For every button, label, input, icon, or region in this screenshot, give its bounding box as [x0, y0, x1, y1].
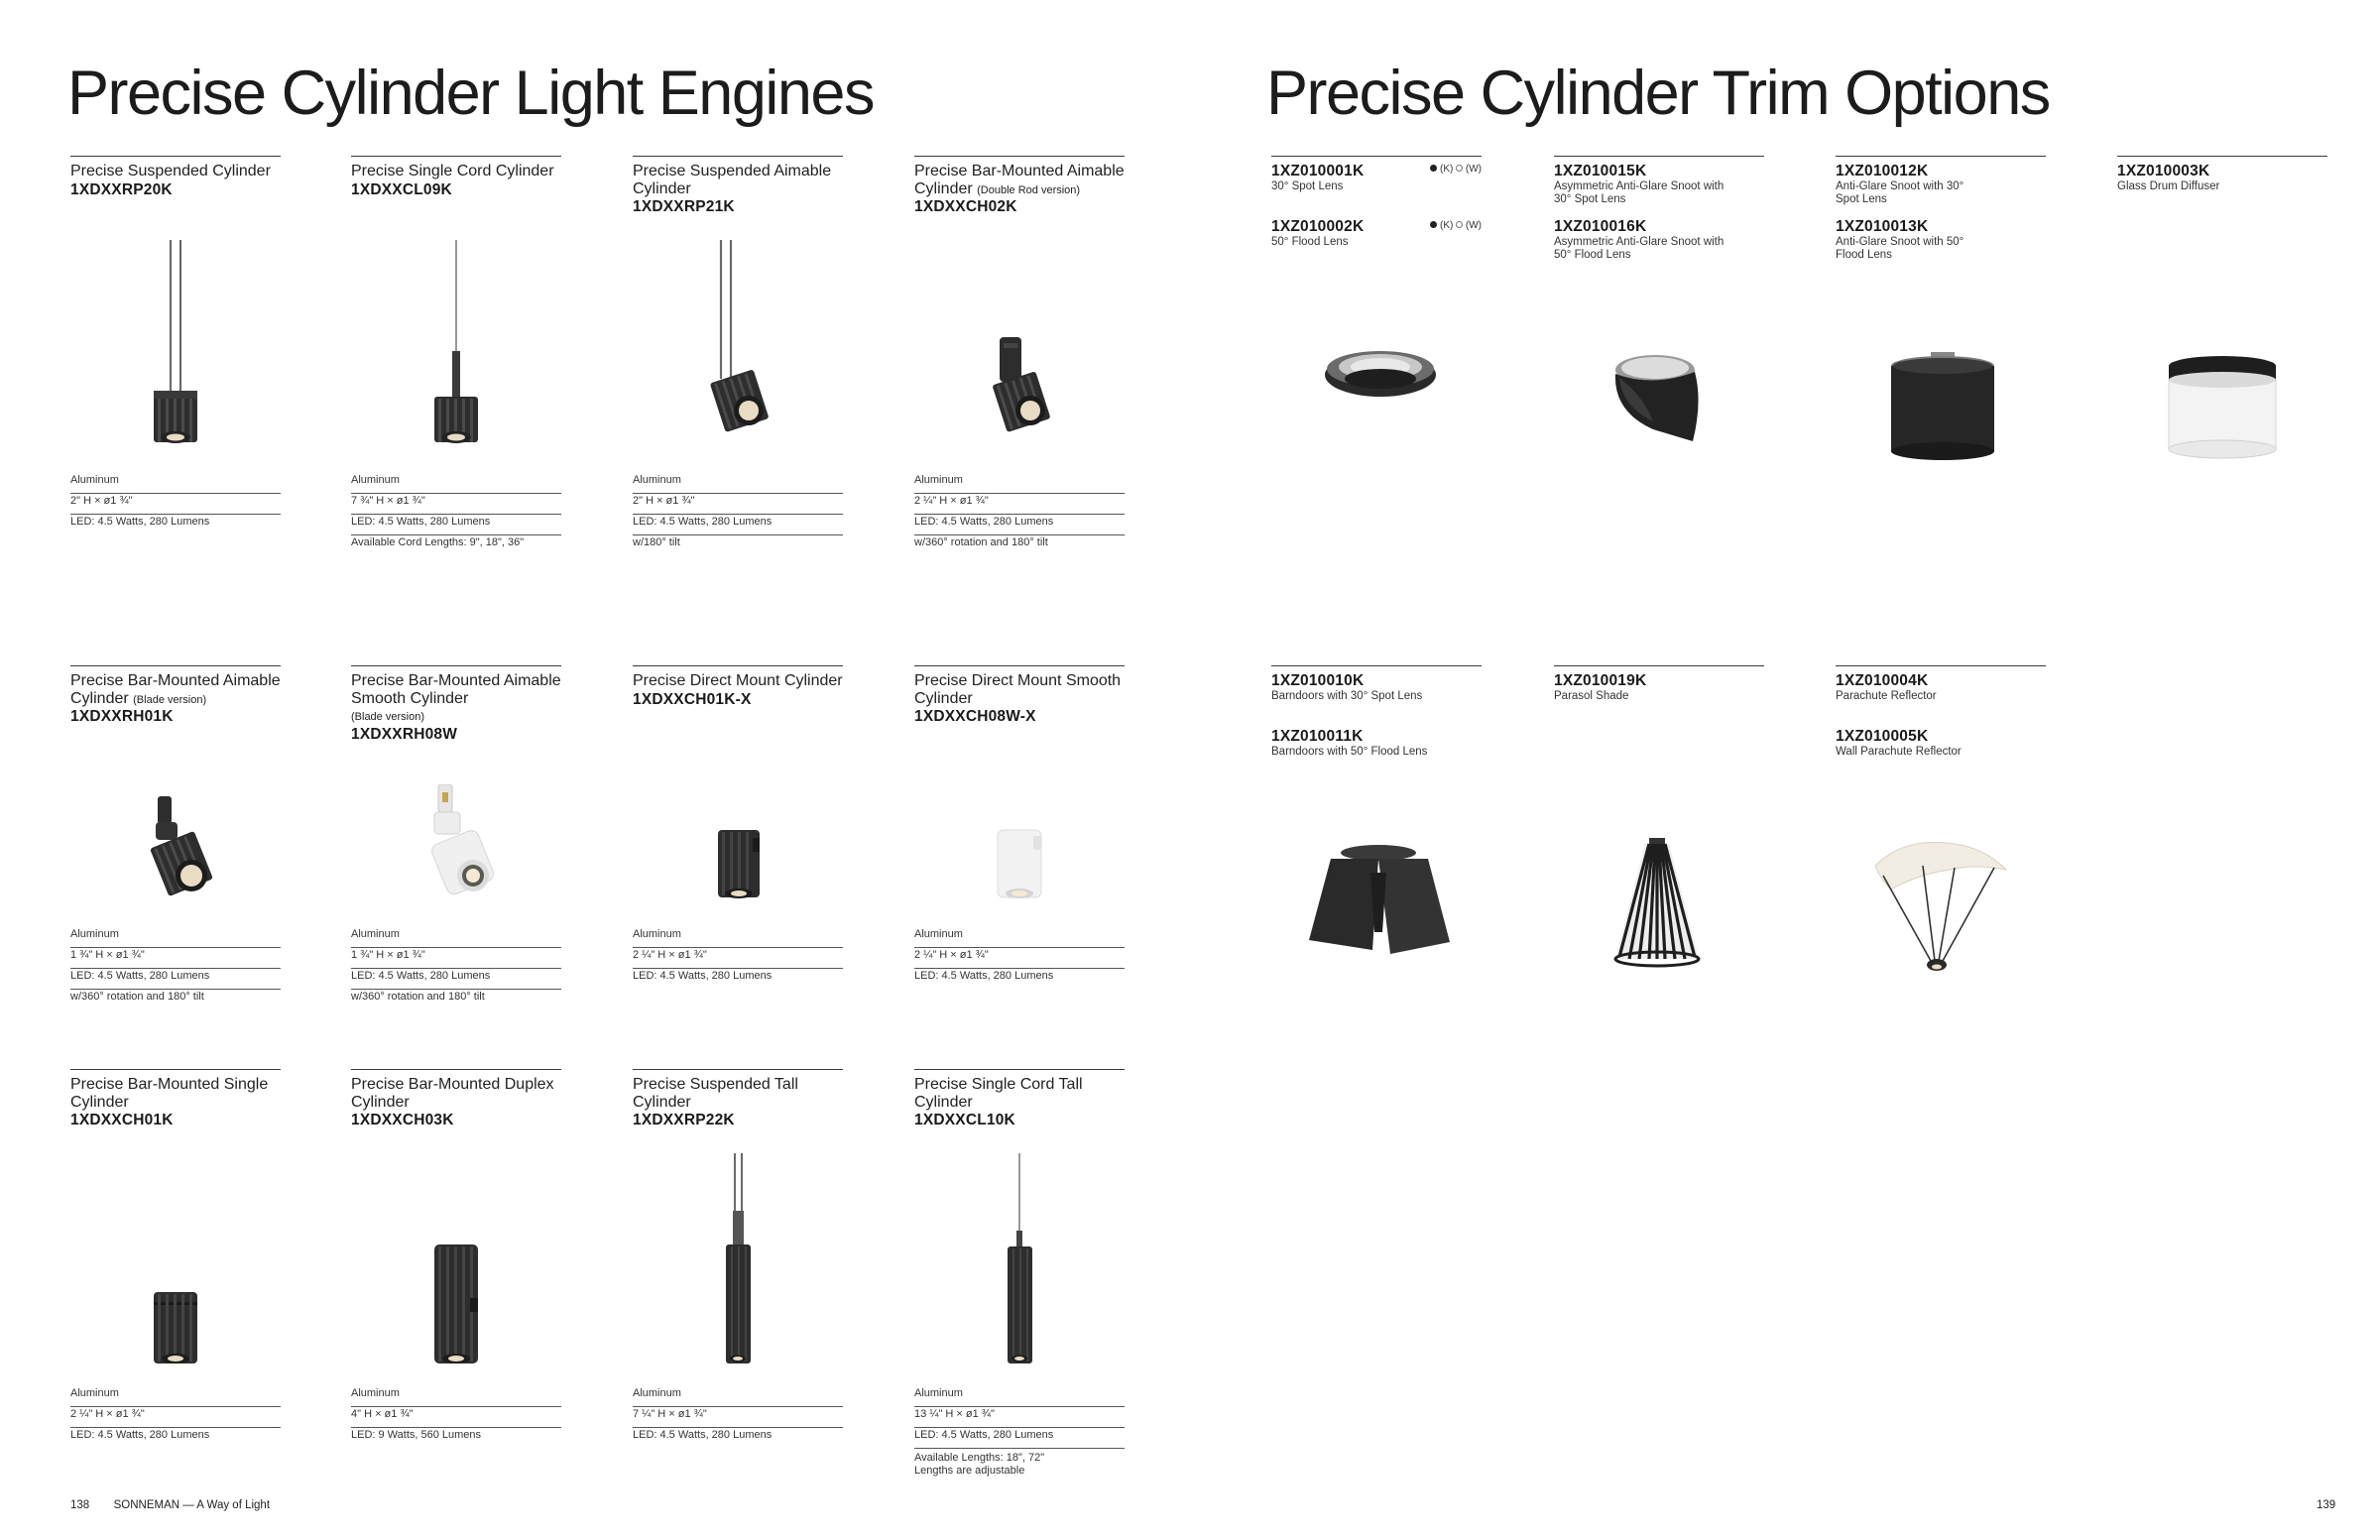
- spec-size: 1 ¾" H × ø1 ¾": [351, 949, 425, 961]
- spec-material: Aluminum: [633, 474, 681, 486]
- bar-mounted-duplex-cylinder-icon: [351, 1153, 561, 1371]
- spec-size: 13 ¼" H × ø1 ¾": [914, 1408, 995, 1420]
- product-specs: [633, 473, 843, 555]
- product-name: Precise Single Cord Tall Cylinder: [914, 1076, 1083, 1111]
- trim-card: [1271, 665, 1482, 759]
- trim-sku: 1XZ010003K: [2117, 163, 2210, 179]
- trim-card: [1554, 156, 1764, 262]
- product-variant: (Blade version): [133, 693, 207, 706]
- trim-description: Barndoors with 30° Spot Lens: [1271, 690, 1423, 702]
- product-name: Precise Bar-Mounted Single Cylinder: [70, 1076, 269, 1111]
- spec-material: Aluminum: [70, 928, 119, 940]
- spot-lens-trim-icon: [1271, 317, 1482, 426]
- trim-sku: 1XZ010012K: [1836, 163, 1929, 179]
- spec-material: Aluminum: [70, 1387, 119, 1399]
- product-card: [351, 156, 561, 548]
- product-name: Precise Direct Mount Smooth Cylinder: [914, 672, 1122, 707]
- product-sku: 1XDXXRH01K: [70, 708, 174, 725]
- trim-description: 30° Spot Lens: [1271, 180, 1344, 192]
- product-sku: 1XDXXCL09K: [351, 180, 452, 198]
- product-specs: [633, 927, 843, 989]
- product-specs: [351, 473, 561, 555]
- trim-description: Parasol Shade: [1554, 690, 1629, 702]
- parachute-reflector-icon: [1836, 838, 2046, 977]
- direct-mount-smooth-cylinder-icon: [914, 784, 1125, 918]
- product-sku: 1XDXXCH08W-X: [914, 708, 1036, 725]
- spec-size: 7 ¾" H × ø1 ¾": [351, 495, 425, 507]
- page-number: 139: [2317, 1499, 2336, 1511]
- product-specs: [351, 1386, 561, 1448]
- white-finish-dot: [1456, 221, 1463, 228]
- right-footer: [2317, 1499, 2335, 1511]
- glass-drum-diffuser-icon: [2117, 352, 2327, 461]
- trim-sku: 1XZ010013K: [1836, 218, 1929, 235]
- trim-description: Asymmetric Anti-Glare Snoot with 30° Spot Lens: [1554, 180, 1725, 205]
- spec-led: LED: 4.5 Watts, 280 Lumens: [70, 1429, 210, 1441]
- spec-material: Aluminum: [70, 474, 119, 486]
- spec-note: w/360° rotation and 180° tilt: [351, 991, 485, 1003]
- spec-led: LED: 4.5 Watts, 280 Lumens: [70, 970, 210, 982]
- single-cord-tall-cylinder-icon: [914, 1153, 1125, 1371]
- trim-sku: 1XZ010002K: [1271, 218, 1365, 235]
- spec-material: Aluminum: [351, 474, 400, 486]
- product-name: Precise Bar-Mounted Duplex Cylinder: [351, 1076, 554, 1111]
- trim-description: Asymmetric Anti-Glare Snoot with 50° Flood Lens: [1554, 236, 1725, 261]
- product-variant: (Blade version): [351, 711, 424, 723]
- trim-description: Parachute Reflector: [1836, 690, 1937, 702]
- trim-sku: 1XZ010019K: [1554, 672, 1647, 689]
- product-name: Precise Bar-Mounted Aimable Smooth Cylinder (Blade version): [351, 672, 561, 723]
- product-card: [351, 665, 561, 1003]
- bar-mounted-aimable-cylinder-icon: [914, 240, 1125, 448]
- spec-note: w/180° tilt: [633, 536, 680, 548]
- black-finish-dot: [1430, 165, 1437, 172]
- direct-mount-cylinder-icon: [633, 784, 843, 918]
- product-card: [633, 156, 843, 548]
- spec-note: w/360° rotation and 180° tilt: [70, 991, 204, 1003]
- spec-material: Aluminum: [351, 928, 400, 940]
- white-finish-dot: [1456, 165, 1463, 172]
- spec-material: Aluminum: [914, 474, 963, 486]
- product-variant: (Double Rod version): [977, 183, 1081, 196]
- product-card: [914, 156, 1125, 548]
- right-page-title: Precise Cylinder Trim Options: [1266, 59, 2050, 128]
- spec-led: LED: 4.5 Watts, 280 Lumens: [70, 516, 210, 528]
- spec-material: Aluminum: [633, 928, 681, 940]
- trim-card: [1836, 665, 2046, 759]
- product-card: [351, 1069, 561, 1441]
- footer-brand: SONNEMAN — A Way of Light: [113, 1499, 271, 1511]
- spec-led: LED: 4.5 Watts, 280 Lumens: [914, 516, 1054, 528]
- left-page-title: Precise Cylinder Light Engines: [67, 59, 874, 128]
- product-name: Precise Direct Mount Cylinder: [633, 672, 843, 689]
- bar-mounted-single-cylinder-icon: [70, 1153, 281, 1371]
- anti-glare-snoot-icon: [1836, 352, 2046, 461]
- product-name: Precise Bar-Mounted Aimable Cylinder (Double Rod version): [914, 163, 1125, 197]
- finish-options: (K) (W): [1430, 164, 1482, 175]
- trim-card: [1271, 156, 1482, 249]
- product-specs: [70, 927, 281, 1009]
- product-sku: 1XDXXRP21K: [633, 198, 735, 215]
- product-specs: [914, 927, 1125, 989]
- trim-description: Glass Drum Diffuser: [2117, 180, 2220, 192]
- product-name: Precise Single Cord Cylinder: [351, 163, 554, 179]
- trim-sku: 1XZ010005K: [1836, 728, 1929, 745]
- trim-sku: 1XZ010001K: [1271, 163, 1365, 179]
- product-sku: 1XDXXRP20K: [70, 180, 173, 198]
- spec-material: Aluminum: [633, 1387, 681, 1399]
- spec-size: 7 ¼" H × ø1 ¾": [633, 1408, 707, 1420]
- trim-sku: 1XZ010015K: [1554, 163, 1647, 179]
- spec-led: LED: 9 Watts, 560 Lumens: [351, 1429, 482, 1441]
- spec-note: Available Lengths: 18", 72" Lengths are adjustable: [914, 1452, 1045, 1477]
- spec-led: LED: 4.5 Watts, 280 Lumens: [914, 970, 1054, 982]
- spec-size: 1 ¾" H × ø1 ¾": [70, 949, 145, 961]
- trim-sku: 1XZ010010K: [1271, 672, 1365, 689]
- blade-aimable-cylinder-icon: [70, 784, 281, 918]
- spec-note: Available Cord Lengths: 9", 18", 36": [351, 536, 525, 548]
- product-sku: 1XDXXCH01K-X: [633, 690, 752, 708]
- parasol-shade-icon: [1554, 838, 1764, 972]
- product-specs: [70, 473, 281, 534]
- spec-led: LED: 4.5 Watts, 280 Lumens: [633, 516, 773, 528]
- finish-options: (K) (W): [1430, 220, 1482, 231]
- barndoors-icon: [1271, 843, 1482, 972]
- product-specs: [914, 1386, 1125, 1478]
- spec-note: w/360° rotation and 180° tilt: [914, 536, 1048, 548]
- spec-led: LED: 4.5 Watts, 280 Lumens: [633, 1429, 773, 1441]
- product-specs: [914, 473, 1125, 555]
- spec-size: 2" H × ø1 ¾": [70, 495, 133, 507]
- spec-size: 2" H × ø1 ¾": [633, 495, 695, 507]
- product-card: [914, 1069, 1125, 1477]
- product-specs: [351, 927, 561, 1009]
- product-sku: 1XDXXCH01K: [70, 1112, 174, 1128]
- black-finish-dot: [1430, 221, 1437, 228]
- suspended-aimable-cylinder-icon: [633, 240, 843, 448]
- spec-material: Aluminum: [914, 1387, 963, 1399]
- product-specs: [633, 1386, 843, 1448]
- spec-led: LED: 4.5 Watts, 280 Lumens: [633, 970, 773, 982]
- product-name: Precise Bar-Mounted Aimable Cylinder (Blade version): [70, 672, 281, 707]
- product-specs: [70, 1386, 281, 1448]
- product-card: [70, 1069, 281, 1441]
- suspended-tall-cylinder-icon: [633, 1153, 843, 1371]
- single-cord-cylinder-icon: [351, 240, 561, 448]
- spec-led: LED: 4.5 Watts, 280 Lumens: [914, 1429, 1054, 1441]
- product-sku: 1XDXXCH03K: [351, 1112, 454, 1128]
- trim-description: Anti-Glare Snoot with 50° Flood Lens: [1836, 236, 1964, 261]
- spec-led: LED: 4.5 Watts, 280 Lumens: [351, 516, 491, 528]
- product-sku: 1XDXXRH08W: [351, 725, 458, 743]
- left-footer: [70, 1499, 270, 1511]
- spec-size: 2 ¼" H × ø1 ¾": [70, 1408, 145, 1420]
- product-card: [70, 665, 281, 1003]
- trim-card: [2117, 156, 2327, 193]
- spec-material: Aluminum: [351, 1387, 400, 1399]
- suspended-cylinder-icon: [70, 240, 281, 448]
- spec-size: 2 ¼" H × ø1 ¾": [914, 495, 989, 507]
- trim-description: Anti-Glare Snoot with 30° Spot Lens: [1836, 180, 1964, 205]
- trim-sku: 1XZ010011K: [1271, 728, 1364, 745]
- product-name: Precise Suspended Aimable Cylinder: [633, 163, 832, 197]
- product-card: [633, 1069, 843, 1441]
- spec-size: 4" H × ø1 ¾": [351, 1408, 414, 1420]
- blade-aimable-smooth-cylinder-icon: [351, 784, 561, 918]
- trim-description: Barndoors with 50° Flood Lens: [1271, 746, 1428, 758]
- product-name: Precise Suspended Tall Cylinder: [633, 1076, 798, 1111]
- trim-card: [1836, 156, 2046, 262]
- product-sku: 1XDXXCL10K: [914, 1112, 1015, 1128]
- spec-size: 2 ¼" H × ø1 ¾": [914, 949, 989, 961]
- product-card: [633, 665, 843, 982]
- trim-sku: 1XZ010004K: [1836, 672, 1929, 689]
- product-card: [914, 665, 1125, 982]
- spec-material: Aluminum: [914, 928, 963, 940]
- page-number: 138: [70, 1499, 90, 1511]
- spec-size: 2 ¼" H × ø1 ¾": [633, 949, 707, 961]
- trim-sku: 1XZ010016K: [1554, 218, 1647, 235]
- spec-led: LED: 4.5 Watts, 280 Lumens: [351, 970, 491, 982]
- trim-description: 50° Flood Lens: [1271, 236, 1349, 248]
- asymmetric-snoot-icon: [1554, 342, 1764, 451]
- product-card: [70, 156, 281, 528]
- product-sku: 1XDXXRP22K: [633, 1112, 735, 1128]
- trim-description: Wall Parachute Reflector: [1836, 746, 1962, 758]
- trim-card: [1554, 665, 1764, 703]
- product-name: Precise Suspended Cylinder: [70, 163, 271, 179]
- product-sku: 1XDXXCH02K: [914, 198, 1017, 215]
